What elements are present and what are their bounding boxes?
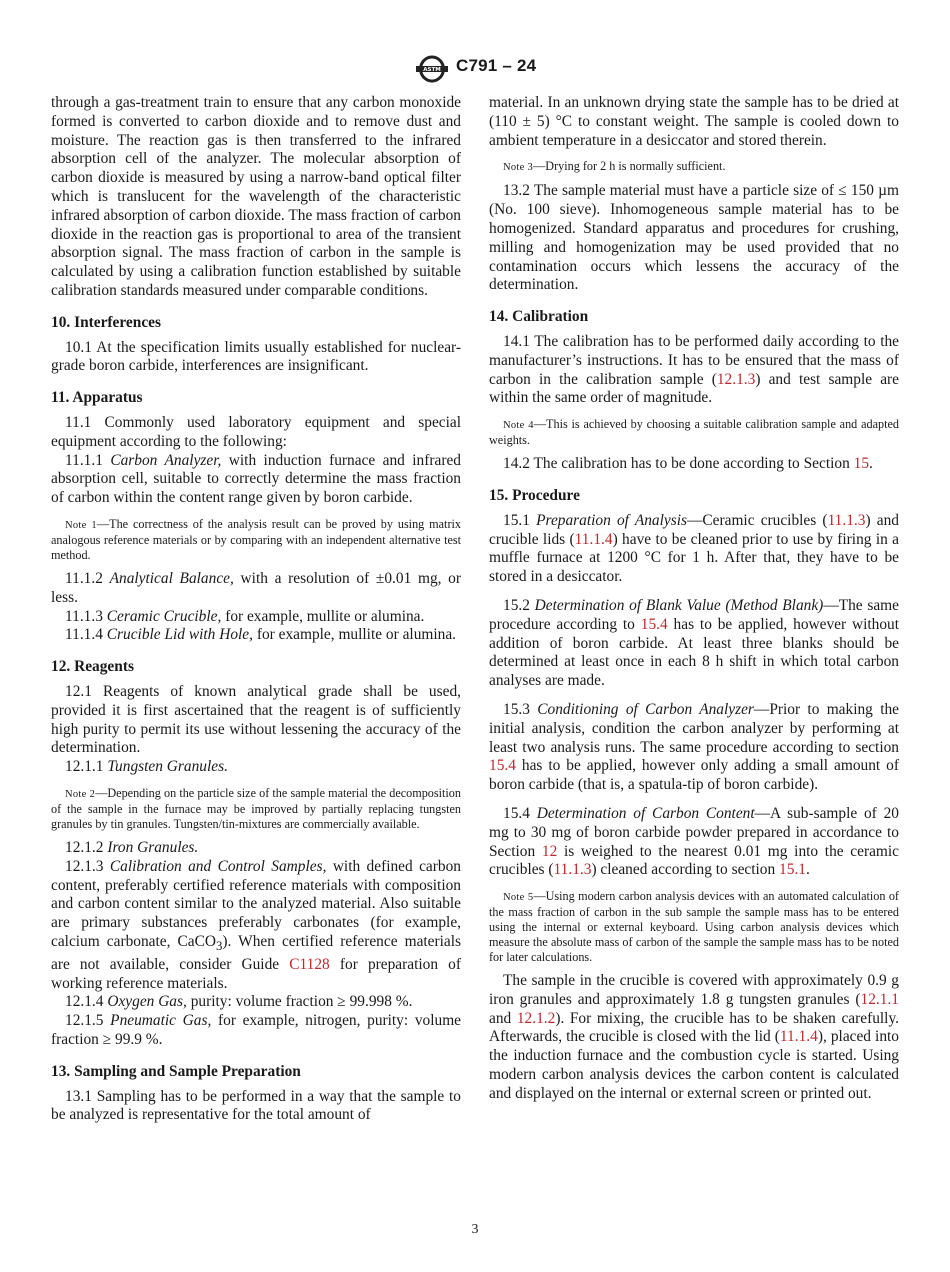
- paragraph: 12.1.2 Iron Granules.: [65, 838, 199, 856]
- section-heading: 13. Sampling and Sample Preparation: [51, 1062, 301, 1080]
- reference-link[interactable]: 11.1.3: [827, 511, 866, 529]
- paragraph: 11.1.1 Carbon Analyzer, with induction furnace and infrared absorption cell, suitable to correctly determine the mass fraction of carbon within the content range given by boron carbide.: [51, 451, 461, 507]
- reference-link[interactable]: 15.4: [640, 615, 668, 633]
- right-column: [489, 94, 899, 1104]
- paragraph: 12.1.4 Oxygen Gas, purity: volume fraction ≥ 99.998 %.: [65, 993, 413, 1011]
- reference-link[interactable]: 11.1.4: [574, 530, 613, 548]
- document-designation: C791 – 24: [456, 56, 537, 75]
- paragraph: 14.2 The calibration has to be done according to Section 15.: [503, 455, 873, 473]
- reference-link[interactable]: 15: [853, 455, 870, 473]
- note: Note 5—Using modern carbon analysis devices with an automated calculation of the mass fraction of carbon in the sub sample the sample mass has to be entered using the internal or external keyboard. Using carbon analysis devices which measure the absolute mass of carbon of the sample the sample mass has to be noted for later calculations.: [489, 889, 899, 965]
- reference-link[interactable]: 15.4: [489, 757, 516, 775]
- page-header: [0, 54, 950, 84]
- reference-link[interactable]: 12.1.2: [516, 1009, 556, 1027]
- note: Note 2—Depending on the particle size of the sample material the decomposition of the sample in the furnace may be improved by partially replacing tungsten granules by tin granules. Tungsten/tin-mixtures are commercially available.: [51, 785, 461, 831]
- paragraph: 14.1 The calibration has to be performed daily according to the manufacturer’s instructions. It has to be ensured that the mass of carbon in the calibration sample (12.1.3) and test sample are within the same order of magnitude.: [489, 332, 899, 407]
- section-heading: 12. Reagents: [51, 658, 134, 676]
- paragraph: material. In an unknown drying state the sample has to be dried at (110 ± 5) °C to constant weight. The sample is cooled down to ambient temperature in a desiccator and stored therein.: [489, 94, 899, 149]
- paragraph: 12.1.3 Calibration and Control Samples, with defined carbon content, preferably certified reference materials with composition and carbon content similar to the analyzed material. Also suitable are primary substances preferably carbonates (for example, calcium carbonate, CaCO$_3$). When certified reference materials are not available, consider Guide C1128 for preparation of working reference materials.: [51, 857, 462, 992]
- reference-link[interactable]: 12.1.3: [716, 370, 756, 388]
- paragraph: 15.3 Conditioning of Carbon Analyzer—Prior to making the initial analysis, condition the carbon analyzer by performing at least two analysis runs. The same procedure according to section 15.4 has to be applied, however only adding a small amount of boron carbide (that is, a spatula-tip of boron carbide).: [489, 700, 900, 794]
- paragraph: 11.1 Commonly used laboratory equipment and special equipment according to the following:: [51, 413, 461, 450]
- paragraph: 15.1 Preparation of Analysis—Ceramic crucibles (11.1.3) and crucible lids (11.1.4) have to be cleaned prior to use by firing in a muffle furnace at 1200 °C for 1 h. After that, they have to be stored in a desiccator.: [489, 511, 899, 586]
- reference-link[interactable]: C1128: [289, 955, 330, 973]
- paragraph: 11.1.3 Ceramic Crucible, for example, mullite or alumina.: [65, 607, 425, 625]
- note: Note 3—Drying for 2 h is normally sufficient.: [503, 159, 726, 174]
- paragraph: 12.1.5 Pneumatic Gas, for example, nitrogen, purity: volume fraction ≥ 99.9 %.: [51, 1012, 462, 1048]
- paragraph: 13.2 The sample material must have a particle size of ≤ 150 µm (No. 100 sieve). Inhomogeneous sample material has to be homogenized. Standard apparatus and procedures for crushing, milling and homogenization may be used provided that no contamination occurs which lessens the accuracy of the determination.: [489, 182, 899, 294]
- paragraph: 10.1 At the specification limits usually established for nuclear-grade boron carbide, interferences are insignificant.: [51, 338, 461, 375]
- paragraph: 12.1.1 Tungsten Granules.: [65, 758, 228, 776]
- note: Note 1—The correctness of the analysis result can be proved by using matrix analogous reference materials or by comparing with an independent alternative test method.: [51, 516, 461, 562]
- paragraph: 12.1 Reagents of known analytical grade shall be used, provided it is first ascertained that the reagent is of sufficiently high purity to permit its use without lessening the accuracy of the determination.: [51, 682, 461, 757]
- paragraph: 11.1.4 Crucible Lid with Hole, for example, mullite or alumina.: [65, 626, 457, 644]
- paragraph: through a gas-treatment train to ensure that any carbon monoxide formed is converted to carbon dioxide and to remove dust and moisture. The reaction gas is then transferred to the infrared absorption cell of the analyzer. The molecular absorption of carbon dioxide is measured by using a narrow-band optical filter which is translucent for the wavelength of the characteristic infrared absorption of carbon dioxide. The mass fraction of carbon dioxide in the reaction gas is proportional to area of the transient absorption signal. The mass fraction of carbon in the sample is calculated by using a calibration function established by suitable calibration standards measured under comparable conditions.: [51, 94, 461, 299]
- section-heading: 15. Procedure: [489, 486, 580, 504]
- paragraph: The sample in the crucible is covered with approximately 0.9 g iron granules and approximately 1.8 g tungsten granules (12.1.1 and 12.1.2). For mixing, the crucible has to be shaken carefully. Afterwards, the crucible is closed with the lid (11.1.4), placed into the induction furnace and the combustion cycle is started. Using modern carbon analysis devices the carbon content is calculated and displayed on the internal or external screen or printed out.: [489, 972, 899, 1102]
- reference-link[interactable]: 11.1.4: [779, 1028, 818, 1046]
- reference-link[interactable]: 12: [541, 842, 558, 860]
- reference-link[interactable]: 12.1.1: [860, 990, 899, 1008]
- paragraph: 15.2 Determination of Blank Value (Method Blank)—The same procedure according to 15.4 has to be applied, however without addition of boron carbide. At least three blanks should be determined at least once in each 8 h shift in which total carbon analyses are made.: [489, 596, 899, 690]
- paragraph: 13.1 Sampling has to be performed in a way that the sample to be analyzed is representative for the total amount of: [51, 1087, 461, 1124]
- section-heading: 10. Interferences: [51, 313, 161, 331]
- reference-link[interactable]: 15.1: [779, 861, 806, 879]
- page-number: 3: [471, 1222, 479, 1237]
- reference-link[interactable]: 11.1.3: [553, 861, 592, 879]
- left-column: [51, 94, 461, 1125]
- section-heading: 14. Calibration: [489, 308, 589, 326]
- section-heading: 11. Apparatus: [51, 389, 143, 407]
- note: Note 4—This is achieved by choosing a suitable calibration sample and adapted weights.: [489, 417, 899, 448]
- paragraph: 11.1.2 Analytical Balance, with a resolution of ±0.01 mg, or less.: [51, 569, 461, 606]
- logo-text: ASTM: [423, 67, 441, 74]
- astm-logo-icon: [414, 54, 450, 84]
- paragraph: 15.4 Determination of Carbon Content—A sub-sample of 20 mg to 30 mg of boron carbide powder prepared in accordance to Section 12 is weighed to the nearest 0.01 mg into the ceramic crucibles (11.1.3) cleaned according to section 15.1.: [489, 804, 899, 879]
